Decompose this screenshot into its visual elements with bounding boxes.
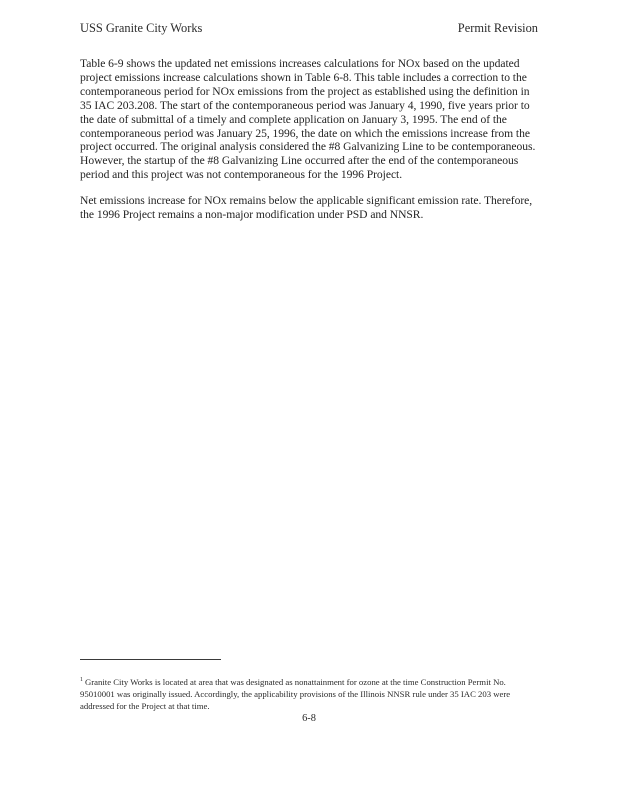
page-number: 6-8 xyxy=(302,713,316,724)
header-document-title: Permit Revision xyxy=(457,21,538,35)
footnote xyxy=(80,676,540,712)
footnote-marker: 1 xyxy=(80,677,83,683)
body-paragraph-conclusion: Net emissions increase for NOx remains below the applicable significant emission rate. Therefore, the 1996 Project remains a non-major modification under PSD and NNSR. xyxy=(80,194,533,221)
page-header xyxy=(80,21,538,39)
header-company-name: USS Granite City Works xyxy=(80,21,203,35)
footnote-text: Granite City Works is located at area that was designated as nonattainment for ozone at the time Construction Permit No. 95010001 was originally issued. Accordingly, the applicability provisions of the Illinois NNSR rule under 35 IAC 203 were addressed for the Project at that time. xyxy=(80,677,511,711)
footnote-separator xyxy=(80,659,221,660)
body-paragraph-contemporaneous-period: Table 6-9 shows the updated net emissions increases calculations for NOx based on the updated project emissions increase calculations shown in Table 6-8. This table includes a correction to the contemporaneous period for NOx emissions from the project as established using the definition in 35 IAC 203.208. The start of the contemporaneous period was January 4, 1990, five years prior to the date of submittal of a timely and complete application on January 3, 1995. The end of the contemporaneous period was January 25, 1996, the date on which the emissions increase from the project occurred. The original analysis considered the #8 Galvanizing Line to be contemporaneous. However, the startup of the #8 Galvanizing Line occurred after the end of the contemporaneous period and this project was not contemporaneous for the 1996 Project. xyxy=(80,57,536,182)
